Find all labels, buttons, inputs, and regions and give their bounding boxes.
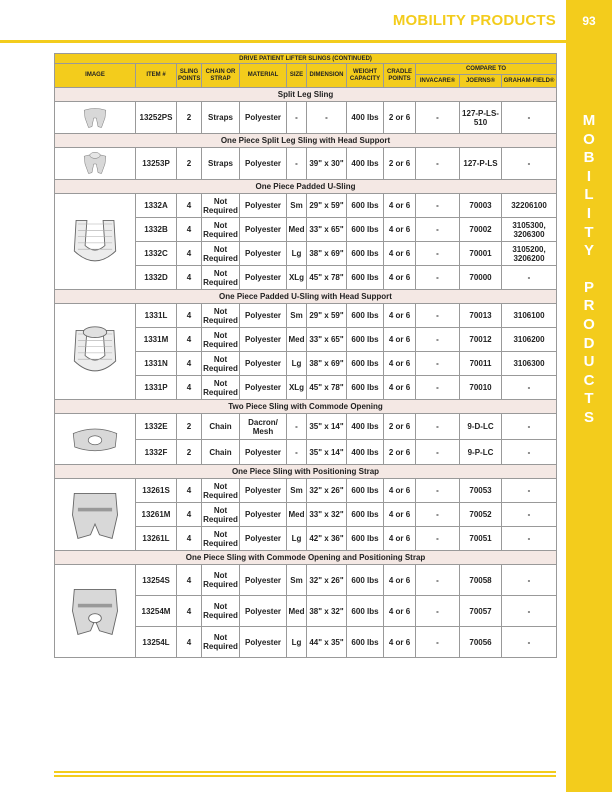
header-compare: COMPARE TO — [416, 64, 557, 75]
table-cell: 70052 — [460, 503, 502, 527]
table-cell: - — [416, 242, 460, 266]
table-cell: 4 or 6 — [384, 352, 416, 376]
table-cell: 4 — [177, 266, 202, 290]
table-cell: 4 — [177, 304, 202, 328]
table-cell: 600 lbs — [347, 218, 384, 242]
table-cell: 1332C — [136, 242, 177, 266]
table-cell: Polyester — [240, 565, 287, 596]
table-cell: 45" x 78" — [307, 376, 347, 400]
table-cell: 2 — [177, 102, 202, 134]
table-cell: Chain — [202, 414, 240, 440]
header-joerns: JOERNS® — [460, 75, 502, 88]
table-cell: 70012 — [460, 328, 502, 352]
table-cell: 4 — [177, 218, 202, 242]
table-cell: Sm — [287, 194, 307, 218]
side-tab-letter: T — [584, 390, 594, 408]
table-cell: 2 — [177, 440, 202, 465]
table-cell: 2 or 6 — [384, 414, 416, 440]
table-cell: Lg — [287, 352, 307, 376]
table-cell: 4 or 6 — [384, 596, 416, 627]
section-row — [55, 465, 557, 479]
page-header — [0, 0, 566, 40]
header-weight: WEIGHT CAPACITY — [347, 64, 384, 88]
section-title: One Piece Padded U-Sling with Head Support — [55, 290, 557, 304]
table-cell: Polyester — [240, 194, 287, 218]
table-cell: 33" x 32" — [307, 503, 347, 527]
table-cell: Polyester — [240, 527, 287, 551]
table-title: DRIVE PATIENT LIFTER SLINGS (CONTINUED) — [55, 54, 557, 64]
table-cell: Polyester — [240, 218, 287, 242]
table-cell: Dacron/ Mesh — [240, 414, 287, 440]
section-title: One Piece Sling with Commode Opening and Positioning Strap — [55, 551, 557, 565]
sling-table — [54, 53, 557, 658]
table-cell: 70010 — [460, 376, 502, 400]
table-cell: - — [416, 352, 460, 376]
table-cell: Polyester — [240, 440, 287, 465]
header-invacare: INVACARE® — [416, 75, 460, 88]
side-tab-letter: Y — [583, 242, 594, 260]
table-cell: 70002 — [460, 218, 502, 242]
table-cell: XLg — [287, 376, 307, 400]
table-cell: 4 or 6 — [384, 627, 416, 658]
table-cell: 9-P-LC — [460, 440, 502, 465]
section-row — [55, 551, 557, 565]
table-cell: - — [287, 440, 307, 465]
table-cell: 13253P — [136, 148, 177, 180]
table-cell: Polyester — [240, 503, 287, 527]
table-cell: Not Required — [202, 352, 240, 376]
table-cell: 4 — [177, 527, 202, 551]
table-cell: Polyester — [240, 148, 287, 180]
table-cell: 1331N — [136, 352, 177, 376]
table-cell: 1331M — [136, 328, 177, 352]
table-cell: Med — [287, 218, 307, 242]
table-cell: 2 — [177, 148, 202, 180]
table-cell: - — [416, 414, 460, 440]
split-leg-head-support-sling-image — [55, 148, 136, 180]
table-cell: Med — [287, 503, 307, 527]
table-cell: 3106100 — [502, 304, 557, 328]
table-cell: 600 lbs — [347, 479, 384, 503]
table-cell: 32" x 26" — [307, 479, 347, 503]
table-cell: - — [502, 148, 557, 180]
table-cell: 70001 — [460, 242, 502, 266]
table-cell: 1332B — [136, 218, 177, 242]
table-cell: Med — [287, 596, 307, 627]
table-cell: 2 or 6 — [384, 102, 416, 134]
table-cell: Sm — [287, 565, 307, 596]
table-cell: 42" x 36" — [307, 527, 347, 551]
table-cell: 38" x 69" — [307, 242, 347, 266]
side-tab-letter: C — [583, 371, 595, 389]
table-cell: 70058 — [460, 565, 502, 596]
table-cell: Not Required — [202, 527, 240, 551]
table-cell: 600 lbs — [347, 194, 384, 218]
table-cell: 127-P-LS — [460, 148, 502, 180]
table-cell: 4 or 6 — [384, 527, 416, 551]
footer-rule — [54, 771, 556, 773]
table-cell: 4 — [177, 242, 202, 266]
section-title: Two Piece Sling with Commode Opening — [55, 400, 557, 414]
table-cell: 32" x 26" — [307, 565, 347, 596]
table-cell: Not Required — [202, 194, 240, 218]
side-tab-letter: O — [583, 315, 595, 333]
table-cell: Lg — [287, 627, 307, 658]
table-cell: - — [287, 102, 307, 134]
table-cell: - — [416, 266, 460, 290]
table-cell: - — [287, 148, 307, 180]
table-cell: 4 — [177, 376, 202, 400]
table-cell: 13261M — [136, 503, 177, 527]
table-cell: - — [502, 414, 557, 440]
table-cell: 2 — [177, 414, 202, 440]
table-cell: 70057 — [460, 596, 502, 627]
table-cell: - — [502, 102, 557, 134]
table-cell: 9-D-LC — [460, 414, 502, 440]
table-cell: 600 lbs — [347, 328, 384, 352]
table-cell: 33" x 65" — [307, 218, 347, 242]
section-row — [55, 180, 557, 194]
table-cell: 2 or 6 — [384, 440, 416, 465]
table-cell: Not Required — [202, 218, 240, 242]
table-cell: 4 or 6 — [384, 304, 416, 328]
table-cell: Not Required — [202, 479, 240, 503]
table-cell: Polyester — [240, 102, 287, 134]
section-row — [55, 400, 557, 414]
table-cell: Med — [287, 328, 307, 352]
table-cell: 600 lbs — [347, 503, 384, 527]
side-tab-letter: I — [586, 167, 592, 185]
table-cell: 35" x 14" — [307, 440, 347, 465]
table-cell: 4 or 6 — [384, 218, 416, 242]
table-cell: 13261L — [136, 527, 177, 551]
table-cell: 600 lbs — [347, 527, 384, 551]
table-cell: 4 or 6 — [384, 479, 416, 503]
table-cell: - — [416, 440, 460, 465]
table-cell: 4 — [177, 565, 202, 596]
header-image: IMAGE — [55, 64, 136, 88]
table-cell: - — [502, 627, 557, 658]
table-cell: 3105300, 3206300 — [502, 218, 557, 242]
side-tab-letter: P — [583, 278, 594, 296]
table-cell: 1332E — [136, 414, 177, 440]
section-title: One Piece Padded U-Sling — [55, 180, 557, 194]
table-cell: 39" x 30" — [307, 148, 347, 180]
table-cell: Not Required — [202, 328, 240, 352]
table-cell: 400 lbs — [347, 440, 384, 465]
table-cell: 600 lbs — [347, 304, 384, 328]
table-cell: 1332F — [136, 440, 177, 465]
section-title: One Piece Sling with Positioning Strap — [55, 465, 557, 479]
header-rule — [0, 40, 566, 43]
table-cell: 29" x 59" — [307, 194, 347, 218]
table-cell: Straps — [202, 148, 240, 180]
positioning-strap-sling-image — [55, 479, 136, 551]
table-cell: Polyester — [240, 242, 287, 266]
table-cell: 32206100 — [502, 194, 557, 218]
table-cell: 13254L — [136, 627, 177, 658]
table-cell: 400 lbs — [347, 414, 384, 440]
side-tab-letter: I — [586, 204, 592, 222]
table-cell: Polyester — [240, 328, 287, 352]
table-cell: 4 or 6 — [384, 194, 416, 218]
table-cell: Not Required — [202, 503, 240, 527]
table-cell: XLg — [287, 266, 307, 290]
table-cell: - — [502, 527, 557, 551]
table-cell: Not Required — [202, 596, 240, 627]
table-cell: - — [502, 266, 557, 290]
table-cell: 35" x 14" — [307, 414, 347, 440]
table-cell: 70013 — [460, 304, 502, 328]
table-cell: - — [502, 596, 557, 627]
two-piece-commode-sling-image — [55, 414, 136, 465]
section-row — [55, 134, 557, 148]
table-cell: Not Required — [202, 304, 240, 328]
header-material: MATERIAL — [240, 64, 287, 88]
table-cell: - — [502, 376, 557, 400]
table-cell: - — [416, 328, 460, 352]
table-cell: Sm — [287, 479, 307, 503]
table-cell: - — [416, 527, 460, 551]
side-tab-letter: B — [583, 149, 595, 167]
table-cell: Not Required — [202, 242, 240, 266]
table-cell: - — [416, 503, 460, 527]
side-tab-letter — [566, 261, 612, 279]
table-row — [55, 414, 557, 440]
table-cell: 38" x 69" — [307, 352, 347, 376]
table-cell: - — [416, 479, 460, 503]
table-cell: 4 or 6 — [384, 565, 416, 596]
table-cell: 70053 — [460, 479, 502, 503]
header-item: ITEM # — [136, 64, 177, 88]
table-cell: - — [416, 218, 460, 242]
side-tab-letter: U — [583, 353, 595, 371]
table-cell: 29" x 59" — [307, 304, 347, 328]
table-cell: 600 lbs — [347, 596, 384, 627]
table-cell: 70003 — [460, 194, 502, 218]
table-cell: 1332A — [136, 194, 177, 218]
table-cell: - — [307, 102, 347, 134]
table-cell: Polyester — [240, 479, 287, 503]
table-cell: - — [416, 596, 460, 627]
page-title: MOBILITY PRODUCTS — [392, 11, 556, 29]
table-cell: 1332D — [136, 266, 177, 290]
side-tab-letter: M — [582, 112, 596, 129]
table-cell: 4 or 6 — [384, 503, 416, 527]
side-tab-letter: O — [583, 130, 595, 148]
table-cell: 4 — [177, 328, 202, 352]
table-cell: 13261S — [136, 479, 177, 503]
table-cell: 600 lbs — [347, 565, 384, 596]
table-cell: 1331L — [136, 304, 177, 328]
table-cell: 4 — [177, 596, 202, 627]
table-cell: Sm — [287, 304, 307, 328]
table-cell: 1331P — [136, 376, 177, 400]
table-cell: 70000 — [460, 266, 502, 290]
table-cell: - — [416, 376, 460, 400]
table-cell: - — [416, 304, 460, 328]
side-tab-letters — [566, 112, 612, 428]
table-cell: 70011 — [460, 352, 502, 376]
table-cell: 2 or 6 — [384, 148, 416, 180]
table-cell: 13254S — [136, 565, 177, 596]
table-cell: Lg — [287, 242, 307, 266]
side-tab-letter: L — [584, 186, 594, 204]
table-row — [55, 102, 557, 134]
table-cell: 33" x 65" — [307, 328, 347, 352]
table-cell: Polyester — [240, 266, 287, 290]
side-tab-letter: T — [584, 223, 594, 241]
table-cell: Polyester — [240, 304, 287, 328]
table-cell: - — [416, 102, 460, 134]
table-cell: Chain — [202, 440, 240, 465]
header-graham: GRAHAM-FIELD® — [502, 75, 557, 88]
table-cell: 4 or 6 — [384, 266, 416, 290]
table-cell: 3106200 — [502, 328, 557, 352]
table-cell: - — [416, 194, 460, 218]
table-cell: - — [502, 440, 557, 465]
header-cradle: CRADLE POINTS — [384, 64, 416, 88]
section-row — [55, 88, 557, 102]
table-cell: 4 — [177, 194, 202, 218]
table-cell: - — [416, 565, 460, 596]
table-row — [55, 565, 557, 596]
table-cell: 4 — [177, 479, 202, 503]
table-cell: Not Required — [202, 627, 240, 658]
table-row — [55, 479, 557, 503]
table-cell: Not Required — [202, 376, 240, 400]
table-cell: 400 lbs — [347, 148, 384, 180]
table-cell: Polyester — [240, 376, 287, 400]
table-row — [55, 194, 557, 218]
table-cell: Not Required — [202, 565, 240, 596]
table-cell: 44" x 35" — [307, 627, 347, 658]
table-cell: 4 or 6 — [384, 376, 416, 400]
table-cell: 600 lbs — [347, 627, 384, 658]
table-cell: - — [502, 503, 557, 527]
table-cell: 600 lbs — [347, 242, 384, 266]
table-cell: 400 lbs — [347, 102, 384, 134]
table-cell: 13252PS — [136, 102, 177, 134]
table-cell: - — [502, 479, 557, 503]
section-row — [55, 290, 557, 304]
table-cell: 13254M — [136, 596, 177, 627]
table-row — [55, 304, 557, 328]
section-title: Split Leg Sling — [55, 88, 557, 102]
table-row — [55, 148, 557, 180]
padded-u-sling-image — [55, 194, 136, 290]
header-size: SIZE — [287, 64, 307, 88]
table-cell: 45" x 78" — [307, 266, 347, 290]
padded-u-sling-head-support-image — [55, 304, 136, 400]
table-cell: 38" x 32" — [307, 596, 347, 627]
commode-positioning-strap-sling-image — [55, 565, 136, 658]
table-cell: 4 — [177, 503, 202, 527]
table-cell: 600 lbs — [347, 266, 384, 290]
table-cell: 4 — [177, 627, 202, 658]
section-title: One Piece Split Leg Sling with Head Support — [55, 134, 557, 148]
table-cell: Polyester — [240, 627, 287, 658]
side-tab-letter: D — [583, 334, 595, 352]
table-cell: 600 lbs — [347, 376, 384, 400]
table-cell: Polyester — [240, 596, 287, 627]
table-cell: Polyester — [240, 352, 287, 376]
side-tab-letter: R — [583, 297, 595, 315]
table-cell: - — [416, 627, 460, 658]
table-cell: 3106300 — [502, 352, 557, 376]
table-cell: 70051 — [460, 527, 502, 551]
table-cell: - — [502, 565, 557, 596]
table-cell: - — [287, 414, 307, 440]
table-cell: Straps — [202, 102, 240, 134]
table-cell: - — [416, 148, 460, 180]
footer-rule — [54, 775, 556, 777]
table-cell: 127-P-LS-510 — [460, 102, 502, 134]
header-sling-points: SLING POINTS — [177, 64, 202, 88]
table-cell: 4 — [177, 352, 202, 376]
page-number: 93 — [582, 14, 596, 28]
header-chain-strap: CHAIN OR STRAP — [202, 64, 240, 88]
split-leg-sling-image — [55, 102, 136, 134]
table-cell: 600 lbs — [347, 352, 384, 376]
table-cell: Not Required — [202, 266, 240, 290]
table-cell: 70056 — [460, 627, 502, 658]
table-cell: 4 or 6 — [384, 328, 416, 352]
side-tab-letter: S — [583, 408, 594, 426]
table-cell: 3105200, 3206200 — [502, 242, 557, 266]
table-cell: 4 or 6 — [384, 242, 416, 266]
header-dimension: DIMENSION — [307, 64, 347, 88]
table-cell: Lg — [287, 527, 307, 551]
